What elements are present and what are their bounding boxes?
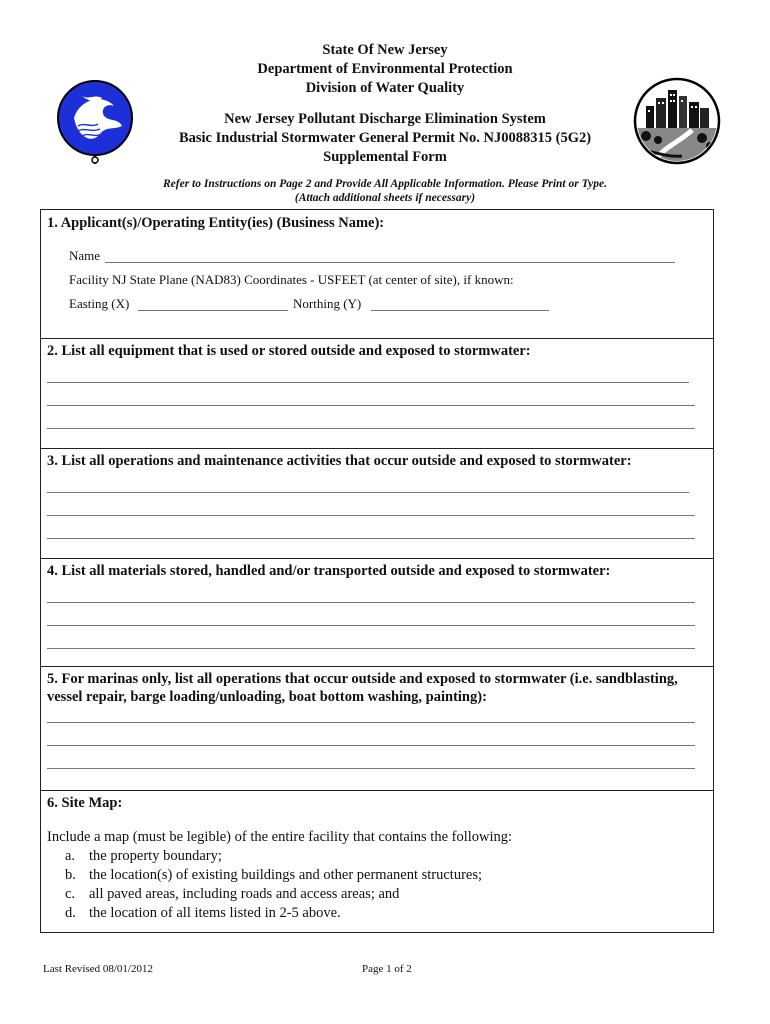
coordinates-label: Facility NJ State Plane (NAD83) Coordinates - USFEET (at center of site), if known: [69, 272, 514, 287]
site-map-requirements-list [65, 847, 482, 923]
section-applicant [41, 210, 713, 339]
list-item-letter: b. [65, 867, 76, 883]
answer-line[interactable] [47, 602, 695, 603]
answer-line[interactable] [47, 538, 695, 539]
list-item-text: all paved areas, including roads and access areas; and [89, 886, 400, 902]
list-item-text: the property boundary; [89, 848, 222, 864]
form-box [40, 209, 714, 933]
section-operations [41, 448, 713, 559]
site-map-intro: Include a map (must be legible) of the entire facility that contains the following: [47, 829, 513, 845]
answer-line[interactable] [47, 405, 695, 406]
list-item-letter: d. [65, 905, 76, 921]
list-item [65, 847, 482, 866]
list-item-text: the location(s) of existing buildings and other permanent structures; [89, 867, 483, 883]
header-department: Department of Environmental Protection [257, 61, 513, 77]
list-item-letter: a. [65, 848, 76, 864]
answer-line[interactable] [47, 745, 695, 746]
section-3-title: 3. List all operations and maintenance activities that occur outside and exposed to stormwater: [47, 453, 632, 469]
city-landscape-seal-icon [632, 76, 722, 166]
list-item [65, 904, 482, 923]
section-1-title: 1. Applicant(s)/Operating Entity(ies) (Business Name): [47, 215, 385, 231]
easting-label: Easting (X) [69, 296, 130, 311]
form-title-line1: New Jersey Pollutant Discharge Elimination System [224, 111, 546, 127]
answer-line[interactable] [47, 625, 695, 626]
section-equipment [41, 338, 713, 449]
answer-line[interactable] [47, 768, 695, 769]
section-6-title: 6. Site Map: [47, 795, 123, 811]
name-label: Name [69, 248, 101, 263]
answer-line[interactable] [47, 648, 695, 649]
list-item-text: the location of all items listed in 2-5 above. [89, 905, 341, 921]
form-title-line2: Basic Industrial Stormwater General Permit No. NJ0088315 (5G2) [178, 130, 592, 146]
list-item [65, 885, 482, 904]
section-2-title: 2. List all equipment that is used or stored outside and exposed to stormwater: [47, 343, 531, 359]
page-number: Page 1 of 2 [362, 963, 412, 975]
answer-line[interactable] [47, 428, 695, 429]
name-field[interactable] [105, 262, 675, 263]
answer-line[interactable] [47, 382, 689, 383]
section-materials [41, 558, 713, 667]
section-site-map [41, 790, 713, 932]
instructions-line2: (Attach additional sheets if necessary) [294, 192, 476, 204]
easting-field[interactable] [138, 310, 288, 311]
form-title-line3: Supplemental Form [323, 149, 447, 165]
nj-dep-seal-icon [52, 78, 138, 164]
answer-line[interactable] [47, 515, 695, 516]
northing-field[interactable] [371, 310, 549, 311]
section-4-title: 4. List all materials stored, handled and/or transported outside and exposed to stormwater: [47, 563, 611, 579]
answer-line[interactable] [47, 722, 695, 723]
header-state: State Of New Jersey [322, 42, 448, 58]
list-item-letter: c. [65, 886, 76, 902]
northing-label: Northing (Y) [293, 296, 362, 311]
header-division: Division of Water Quality [305, 80, 465, 96]
instructions-line1: Refer to Instructions on Page 2 and Provide All Applicable Information. Please Print or Type. [162, 178, 608, 190]
section-marinas [41, 666, 713, 791]
section-5-title: 5. For marinas only, list all operations that occur outside and exposed to stormwater (i.e. sandblasting, vessel repair, barge loading/unloading, boat bottom washing, painting): [47, 671, 678, 705]
list-item [65, 866, 482, 885]
answer-line[interactable] [47, 492, 689, 493]
last-revised-date: Last Revised 08/01/2012 [43, 963, 153, 975]
